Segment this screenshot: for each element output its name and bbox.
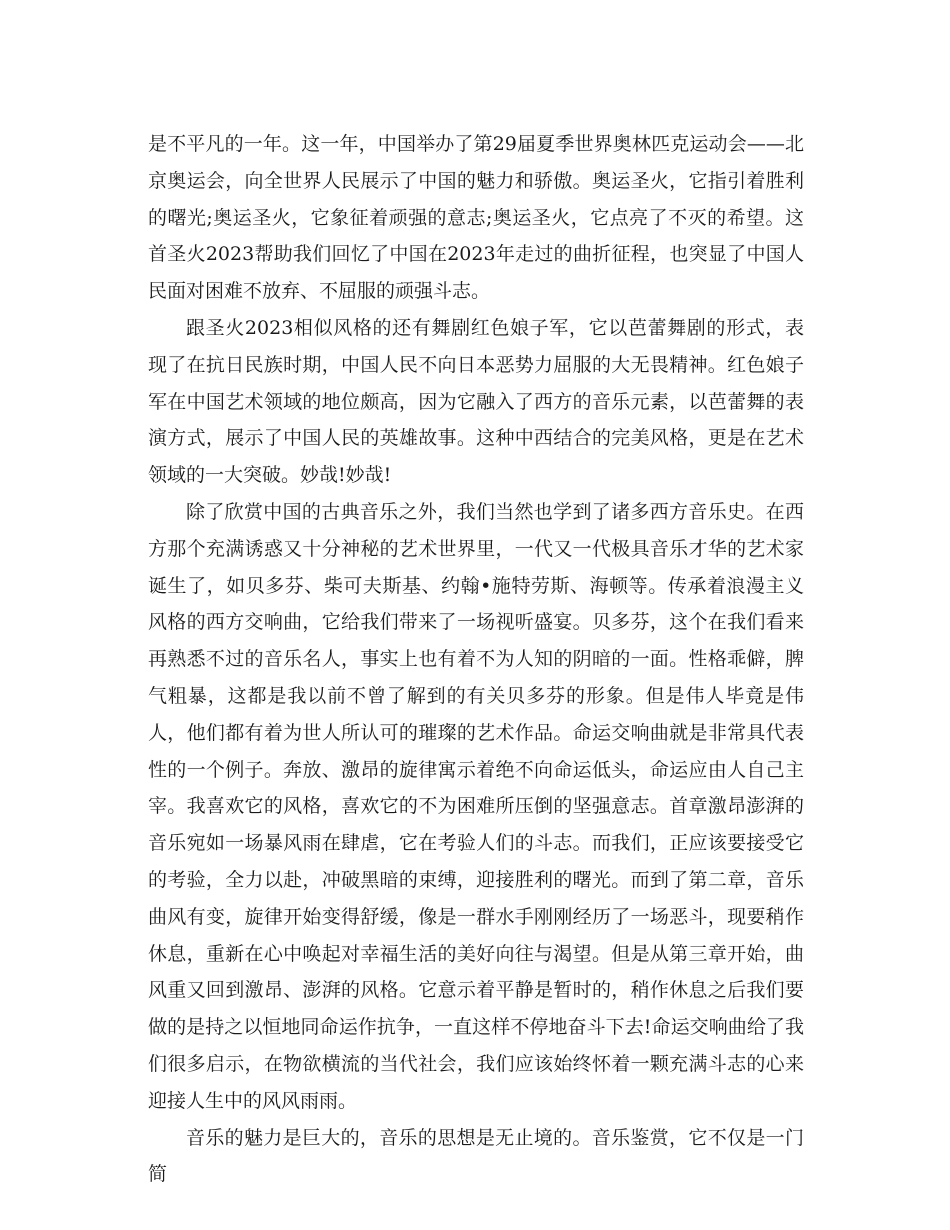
- paragraph-4: 音乐的魅力是巨大的，音乐的思想是无止境的。音乐鉴赏，它不仅是一门简: [148, 1126, 804, 1186]
- paragraph-1: 是不平凡的一年。这一年，中国举办了第29届夏季世界奥林匹克运动会——北京奥运会，向全世界人民展示了中国的魅力和骄傲。奥运圣火，它指引着胜利的曙光;奥运圣火，它象征着顽强的意志;奥运圣火，它点亮了不灭的希望。这首圣火2023帮助我们回忆了中国在2023年走过的曲折征程，也突显了中国人民面对困难不放弃、不屈服的顽强斗志。: [148, 133, 804, 303]
- paragraph-3: 除了欣赏中国的古典音乐之外，我们当然也学到了诸多西方音乐史。在西方那个充满诱惑又十分神秘的艺术世界里，一代又一代极具音乐才华的艺术家诞生了，如贝多芬、柴可夫斯基、约翰•施特劳斯、海顿等。传承着浪漫主义风格的西方交响曲，它给我们带来了一场视听盛宴。贝多芬，这个在我们看来再熟悉不过的音乐名人，事实上也有着不为人知的阴暗的一面。性格乖僻，脾气粗暴，这都是我以前不曾了解到的有关贝多芬的形象。但是伟人毕竟是伟人，他们都有着为世人所认可的璀璨的艺术作品。命运交响曲就是非常具代表性的一个例子。奔放、激昂的旋律寓示着绝不向命运低头，命运应由人自己主宰。我喜欢它的风格，喜欢它的不为困难所压倒的坚强意志。首章激昂澎湃的音乐宛如一场暴风雨在肆虐，它在考验人们的斗志。而我们，正应该要接受它的考验，全力以赴，冲破黑暗的束缚，迎接胜利的曙光。而到了第二章，音乐曲风有变，旋律开始变得舒缓，像是一群水手刚刚经历了一场恶斗，现要稍作休息，重新在心中唤起对幸福生活的美好向往与渴望。但是从第三章开始，曲风重又回到激昂、澎湃的风格。它意示着平静是暂时的，稍作休息之后我们要做的是持之以恒地同命运作抗争，一直这样不停地奋斗下去!命运交响曲给了我们很多启示，在物欲横流的当代社会，我们应该始终怀着一颗充满斗志的心来迎接人生中的风风雨雨。: [148, 500, 804, 1112]
- paragraph-2: 跟圣火2023相似风格的还有舞剧红色娘子军，它以芭蕾舞剧的形式，表现了在抗日民族时期，中国人民不向日本恶势力屈服的大无畏精神。红色娘子军在中国艺术领域的地位颇高，因为它融入了西方的音乐元素，以芭蕾舞的表演方式，展示了中国人民的英雄故事。这种中西结合的完美风格，更是在艺术领域的一大突破。妙哉!妙哉!: [148, 316, 804, 487]
- document-body: [148, 126, 804, 1193]
